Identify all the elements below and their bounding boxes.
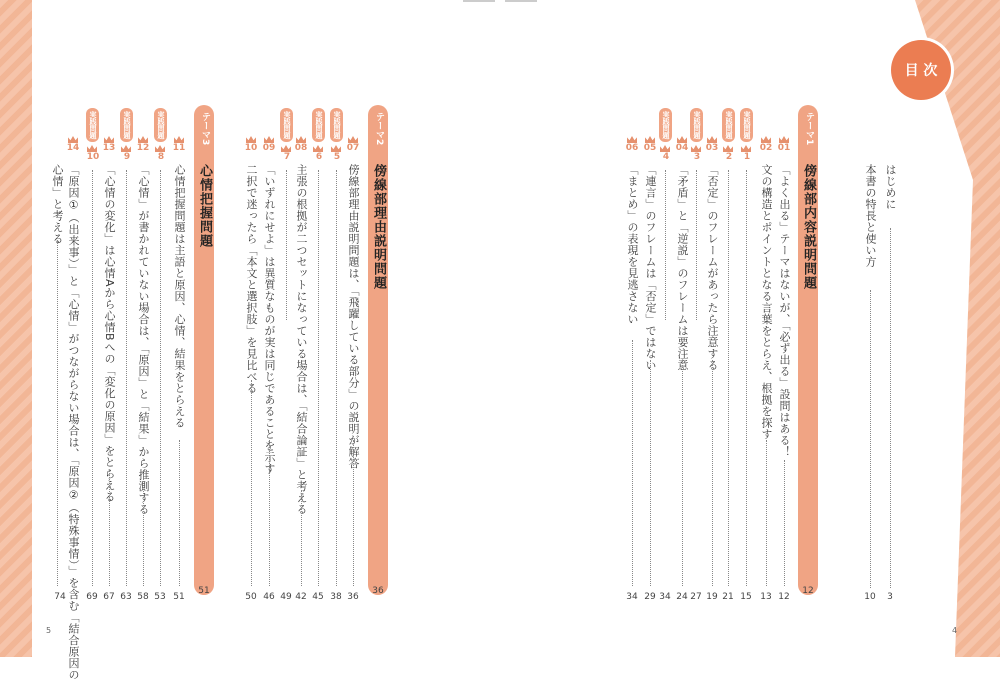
toc-page: 69 <box>86 592 98 602</box>
toc-page: 27 <box>690 592 702 602</box>
toc-item[interactable]: 14 <box>66 136 80 153</box>
section-page: 51 <box>198 586 210 596</box>
leader-dots <box>336 170 337 586</box>
toc-item[interactable]: 06 <box>625 136 639 153</box>
toc-item[interactable]: 02 <box>759 136 773 153</box>
crown-icon <box>296 136 306 143</box>
section-page: 12 <box>802 586 814 596</box>
toc-text[interactable]: 「よく出る」テーマはないが、「必ず出る」設問はある！ <box>778 164 791 458</box>
practice-badge: 実践問題 <box>740 108 753 142</box>
leader-dots <box>318 170 319 586</box>
toc-text[interactable]: 「矛盾」と「逆説」のフレームは要注意 <box>676 164 689 371</box>
toc-item[interactable]: 01 <box>777 136 791 153</box>
crown-icon <box>779 136 789 143</box>
practice-badge: 実践問題 <box>86 108 99 142</box>
toc-page: 67 <box>103 592 115 602</box>
practice-badge: 実践問題 <box>312 108 325 142</box>
toc-text[interactable]: 「連言」のフレームは「否定」ではない <box>644 164 657 371</box>
toc-item[interactable]: 10 <box>244 136 258 153</box>
intro-hajimeni[interactable]: はじめに <box>884 164 897 210</box>
intro-page: 10 <box>864 592 876 602</box>
practice-item[interactable]: 実践問題 9 <box>120 108 134 162</box>
leader-dots <box>269 440 270 586</box>
crown-icon <box>761 136 771 143</box>
right-page-number: 4 <box>952 626 958 635</box>
crown-icon <box>691 145 701 152</box>
toc-text[interactable]: 心情把握問題は主語と原因、心情、結果をとらえる <box>173 164 186 429</box>
toc-text[interactable]: 傍線部理由説明問題は、「飛躍している部分」の説明が解答 <box>347 164 360 469</box>
toc-item[interactable]: 04 <box>675 136 689 153</box>
crown-icon <box>707 136 717 143</box>
toc-page: 45 <box>312 592 324 602</box>
crown-icon <box>264 136 274 143</box>
crown-icon <box>155 145 165 152</box>
mokuji-label: 目 次 <box>904 63 938 79</box>
spine-mark <box>463 0 495 2</box>
crown-icon <box>246 136 256 143</box>
toc-page: 42 <box>295 592 307 602</box>
toc-text[interactable]: 「まとめ」の表現を見逃さない <box>626 164 639 325</box>
toc-page: 21 <box>722 592 734 602</box>
section-heading[interactable]: 心情把握問題 <box>197 164 212 248</box>
leader-dots <box>57 240 58 586</box>
practice-item[interactable]: 実践問題 10 <box>86 108 100 162</box>
left-edge-stripe <box>0 0 32 657</box>
crown-icon <box>138 136 148 143</box>
practice-badge: 実践問題 <box>722 108 735 142</box>
practice-badge: 実践問題 <box>154 108 167 142</box>
crown-icon <box>121 145 131 152</box>
toc-page: 63 <box>120 592 132 602</box>
leader-dots <box>92 170 93 586</box>
leader-dots <box>728 170 729 586</box>
intro-page: 3 <box>887 592 893 602</box>
mokuji-badge <box>891 40 951 100</box>
toc-item[interactable]: 08 <box>294 136 308 153</box>
toc-page: 34 <box>626 592 638 602</box>
crown-icon <box>348 136 358 143</box>
practice-badge: 実践問題 <box>690 108 703 142</box>
section-heading[interactable]: 傍線部内容説明問題 <box>801 164 816 290</box>
leader-dots <box>665 170 666 320</box>
tema-label: テーマ1 <box>804 112 814 146</box>
crown-icon <box>174 136 184 143</box>
crown-icon <box>723 145 733 152</box>
crown-icon <box>677 136 687 143</box>
practice-badge: 実践問題 <box>280 108 293 142</box>
crown-icon <box>331 145 341 152</box>
toc-item[interactable]: 12 <box>136 136 150 153</box>
practice-item[interactable]: 実践問題 1 <box>740 108 754 162</box>
leader-dots <box>712 360 713 586</box>
section-page: 36 <box>372 586 384 596</box>
crown-icon <box>104 136 114 143</box>
toc-page: 38 <box>330 592 342 602</box>
leader-dots <box>126 170 127 586</box>
leader-dots <box>251 380 252 586</box>
toc-text[interactable]: 「心情の変化」は心情Aから心情Bへの「変化の原因」をとらえる <box>103 164 116 503</box>
leader-dots <box>179 440 180 586</box>
toc-item[interactable]: 09 <box>262 136 276 153</box>
leader-dots <box>890 228 891 588</box>
toc-page: 58 <box>137 592 149 602</box>
toc-page: 12 <box>778 592 790 602</box>
toc-page: 19 <box>706 592 718 602</box>
practice-item[interactable]: 実践問題 4 <box>659 108 673 162</box>
leader-dots <box>746 170 747 586</box>
intro-features[interactable]: 本書の特長と使い方 <box>864 164 877 268</box>
crown-icon <box>660 145 670 152</box>
crown-icon <box>627 136 637 143</box>
toc-item[interactable]: 11 <box>172 136 186 153</box>
toc-text[interactable]: 「否定」のフレームがあったら注意する <box>706 164 719 371</box>
toc-page: 36 <box>347 592 359 602</box>
tema-label: テーマ3 <box>200 112 210 146</box>
toc-item[interactable]: 13 <box>102 136 116 153</box>
toc-text[interactable]: 二択で迷ったら「本文と選択肢」を見比べる <box>245 164 258 394</box>
leader-dots <box>160 170 161 586</box>
toc-page: 51 <box>173 592 185 602</box>
crown-icon <box>313 145 323 152</box>
toc-page: 49 <box>280 592 292 602</box>
toc-page: 15 <box>740 592 752 602</box>
practice-item[interactable]: 実践問題 8 <box>154 108 168 162</box>
leader-dots <box>870 290 871 588</box>
leader-dots <box>632 340 633 586</box>
practice-item[interactable]: 実践問題 2 <box>722 108 736 162</box>
toc-page: 74 <box>54 592 66 602</box>
toc-text[interactable]: 「いずれにせよ」は異質なものが実は同じであることを示す <box>263 164 276 475</box>
practice-badge: 実践問題 <box>330 108 343 142</box>
toc-page: 34 <box>659 592 671 602</box>
leader-dots <box>353 440 354 586</box>
leader-dots <box>682 360 683 586</box>
crown-icon <box>87 145 97 152</box>
toc-item[interactable]: 07 <box>346 136 360 153</box>
toc-text[interactable]: 「原因①（出来事）」と「心情」がつながらない場合は、「原因②（特殊事情）」を含む「結合原因の <box>67 164 80 681</box>
practice-badge: 実践問題 <box>659 108 672 142</box>
toc-item[interactable]: 05 <box>643 136 657 153</box>
toc-page: 46 <box>263 592 275 602</box>
practice-item[interactable]: 実践問題 5 <box>330 108 344 162</box>
leader-dots <box>784 460 785 586</box>
spine-mark <box>505 0 537 2</box>
toc-page: 29 <box>644 592 656 602</box>
crown-icon <box>645 136 655 143</box>
toc-text[interactable]: 文の構造とポイントとなる言葉をとらえ、根拠を探す <box>760 164 773 440</box>
leader-dots <box>109 470 110 586</box>
leader-dots <box>766 440 767 586</box>
toc-text[interactable]: 主張の根拠が二つセットになっている場合は、「結合論証」と考える <box>295 164 308 515</box>
crown-icon <box>741 145 751 152</box>
leader-dots <box>301 490 302 586</box>
toc-text[interactable]: 「心情」が書かれていない場合は、「原因」と「結果」から推測する <box>137 164 150 515</box>
toc-page: 13 <box>760 592 772 602</box>
toc-page: 53 <box>154 592 166 602</box>
left-page-number: 5 <box>46 626 52 635</box>
practice-badge: 実践問題 <box>120 108 133 142</box>
toc-text-continued[interactable]: 心情」と考える <box>51 164 64 245</box>
tema-label: テーマ2 <box>374 112 384 146</box>
toc-item[interactable]: 03 <box>705 136 719 153</box>
practice-item[interactable]: 実践問題 6 <box>312 108 326 162</box>
practice-item[interactable]: 実践問題 7 <box>280 108 294 162</box>
crown-icon <box>68 136 78 143</box>
toc-page: 24 <box>676 592 688 602</box>
leader-dots <box>143 470 144 586</box>
section-heading[interactable]: 傍線部理由説明問題 <box>371 164 386 290</box>
toc-page: 50 <box>245 592 257 602</box>
leader-dots <box>286 170 287 320</box>
practice-item[interactable]: 実践問題 3 <box>690 108 704 162</box>
crown-icon <box>281 145 291 152</box>
leader-dots <box>650 360 651 586</box>
leader-dots <box>696 170 697 320</box>
